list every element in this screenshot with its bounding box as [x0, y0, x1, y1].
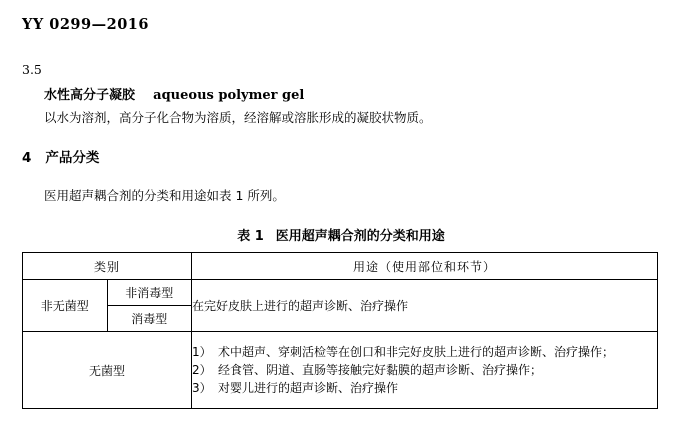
term-heading: [44, 84, 304, 103]
clause-number-3-5: 3.5: [22, 62, 42, 77]
use-non-sterile: 在完好皮肤上进行的超声诊断、治疗操作: [192, 280, 658, 332]
list-item: [192, 343, 657, 361]
table-row: [23, 332, 658, 409]
table-caption-title: 医用超声耦合剂的分类和用途: [275, 229, 445, 244]
category-sterile: 无菌型: [23, 332, 192, 409]
list-item-number: 3）: [192, 381, 212, 395]
list-item-number: 1）: [192, 345, 212, 359]
subcategory-disinfected: 消毒型: [107, 306, 192, 332]
section-heading-4: [22, 146, 99, 166]
section-title: 产品分类: [45, 150, 100, 166]
list-item-number: 2）: [192, 363, 212, 377]
list-item-text: 对婴儿进行的超声诊断、治疗操作: [218, 381, 399, 395]
list-item: [192, 379, 657, 397]
table-header-use: 用途（使用部位和环节）: [192, 253, 658, 280]
category-non-sterile: 非无菌型: [23, 280, 108, 332]
table-header-row: [23, 253, 658, 280]
use-sterile-list: [192, 332, 658, 409]
term-chinese: 水性高分子凝胶: [44, 88, 136, 103]
subcategory-non-disinfected: 非消毒型: [107, 280, 192, 306]
list-item-text: 经食管、阴道、直肠等接触完好黏膜的超声诊断、治疗操作；: [218, 363, 543, 377]
standard-number-header: YY 0299—2016: [22, 16, 149, 33]
section-paragraph: 医用超声耦合剂的分类和用途如表 1 所列。: [44, 188, 285, 203]
table-header-category: 类别: [23, 253, 192, 280]
section-number: 4: [22, 150, 32, 166]
table-caption-label: 表 1: [237, 229, 264, 244]
table-row: [23, 280, 658, 306]
term-definition: 以水为溶剂，高分子化合物为溶质，经溶解或溶胀形成的凝胶状物质。: [44, 110, 432, 125]
term-english: aqueous polymer gel: [153, 88, 305, 103]
table-caption: [0, 225, 682, 244]
list-item-text: 术中超声、穿刺活检等在创口和非完好皮肤上进行的超声诊断、治疗操作；: [218, 345, 615, 359]
classification-table: [22, 252, 658, 409]
list-item: [192, 361, 657, 379]
